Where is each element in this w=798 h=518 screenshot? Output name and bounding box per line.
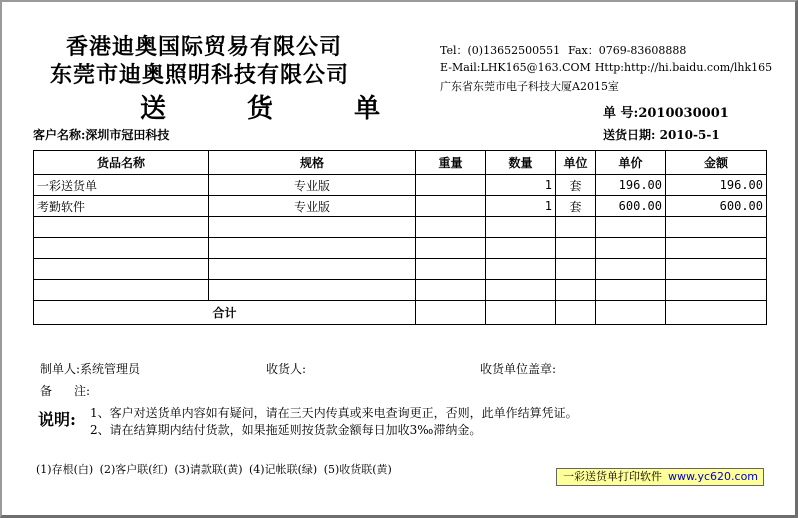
total-label: 合计 — [34, 301, 416, 325]
column-header: 单位 — [556, 151, 596, 175]
cell-price — [596, 259, 666, 280]
note-line-1: 1、客户对送货单内容如有疑问，请在三天内传真或来电查询更正，否则，此单作结算凭证。 — [90, 406, 578, 420]
cell-unit: 套 — [556, 175, 596, 196]
cell-amount — [666, 259, 767, 280]
table-row — [34, 175, 767, 196]
cell-qty — [486, 280, 556, 301]
remark-label: 备 — [40, 384, 53, 398]
customer-name: 客户名称:深圳市冠田科技 — [33, 128, 170, 142]
table-row — [34, 238, 767, 259]
cell-weight — [416, 217, 486, 238]
cell-weight — [416, 196, 486, 217]
cell-amount: 600.00 — [666, 196, 767, 217]
cell-spec — [209, 280, 416, 301]
cell-qty: 1 — [486, 196, 556, 217]
column-header: 货品名称 — [34, 151, 209, 175]
table-header-row — [34, 151, 767, 175]
column-header: 单价 — [596, 151, 666, 175]
total-amount — [666, 301, 767, 325]
ship-date: 送货日期: 2010-5-1 — [603, 128, 720, 142]
cell-unit — [556, 238, 596, 259]
copy-item: (5)收货联(黄) — [323, 463, 392, 476]
remark-field — [40, 382, 90, 399]
contact-web-line — [440, 61, 772, 74]
table-row — [34, 259, 767, 280]
cell-weight — [416, 175, 486, 196]
table-row — [34, 217, 767, 238]
total-price — [596, 301, 666, 325]
copy-item: (2)客户联(红) — [99, 463, 168, 476]
cell-qty: 1 — [486, 175, 556, 196]
cell-price: 196.00 — [596, 175, 666, 196]
column-header: 规格 — [209, 151, 416, 175]
stamp-field: 收货单位盖章: — [480, 362, 557, 376]
copy-item: (1)存根(白) — [36, 463, 94, 476]
email-text: E-Mail:LHK165@163.COM — [440, 61, 591, 74]
cell-name — [34, 259, 209, 280]
cell-weight — [416, 259, 486, 280]
order-number: 单 号:2010030001 — [603, 106, 729, 121]
cell-unit — [556, 259, 596, 280]
copy-legend — [36, 461, 395, 477]
cell-price — [596, 217, 666, 238]
copy-item: (4)记帐联(绿) — [249, 463, 318, 476]
cell-name: 一彩送货单 — [34, 175, 209, 196]
promo-text: 一彩送货单打印软件 — [563, 470, 662, 483]
column-header: 金额 — [666, 151, 767, 175]
total-row — [34, 301, 767, 325]
cell-unit — [556, 280, 596, 301]
cell-unit — [556, 217, 596, 238]
table-row — [34, 280, 767, 301]
cell-name: 考勤软件 — [34, 196, 209, 217]
cell-qty — [486, 217, 556, 238]
company-name-hk: 香港迪奥国际贸易有限公司 — [66, 34, 343, 60]
cell-qty — [486, 238, 556, 259]
cell-price — [596, 238, 666, 259]
fax-text: Fax：0769-83608888 — [568, 44, 687, 57]
total-weight — [416, 301, 486, 325]
cell-spec — [209, 238, 416, 259]
column-header: 重量 — [416, 151, 486, 175]
cell-name — [34, 280, 209, 301]
cell-spec: 专业版 — [209, 196, 416, 217]
address-text: 广东省东莞市电子科技大厦A2015室 — [440, 80, 619, 93]
receiver-field: 收货人: — [266, 362, 307, 376]
cell-price: 600.00 — [596, 196, 666, 217]
remark-label-suffix: 注: — [74, 384, 91, 398]
cell-name — [34, 217, 209, 238]
cell-amount: 196.00 — [666, 175, 767, 196]
total-unit — [556, 301, 596, 325]
column-header: 数量 — [486, 151, 556, 175]
cell-unit: 套 — [556, 196, 596, 217]
note-label: 说明: — [38, 410, 76, 429]
cell-weight — [416, 280, 486, 301]
contact-phone-line — [440, 42, 686, 58]
cell-price — [596, 280, 666, 301]
table-row — [34, 196, 767, 217]
cell-name — [34, 238, 209, 259]
promo-banner[interactable] — [556, 468, 764, 486]
note-line-2: 2、请在结算期内结付货款，如果拖延则按货款金额每日加收3‰滞纳金。 — [90, 423, 482, 437]
document-title: 送 货 单 — [140, 94, 417, 124]
cell-spec: 专业版 — [209, 175, 416, 196]
maker-field: 制单人:系统管理员 — [40, 362, 141, 376]
http-text: Http:http://hi.baidu.com/lhk165 — [594, 61, 773, 74]
cell-weight — [416, 238, 486, 259]
promo-url[interactable]: www.yc620.com — [668, 470, 759, 483]
cell-spec — [209, 259, 416, 280]
cell-spec — [209, 217, 416, 238]
cell-amount — [666, 238, 767, 259]
cell-amount — [666, 217, 767, 238]
goods-table — [33, 150, 767, 325]
copy-item: (3)请款联(黄) — [174, 463, 243, 476]
cell-amount — [666, 280, 767, 301]
tel-text: Tel：(0)13652500551 — [440, 44, 561, 57]
cell-qty — [486, 259, 556, 280]
company-name-dg: 东莞市迪奥照明科技有限公司 — [50, 62, 350, 88]
total-qty — [486, 301, 556, 325]
